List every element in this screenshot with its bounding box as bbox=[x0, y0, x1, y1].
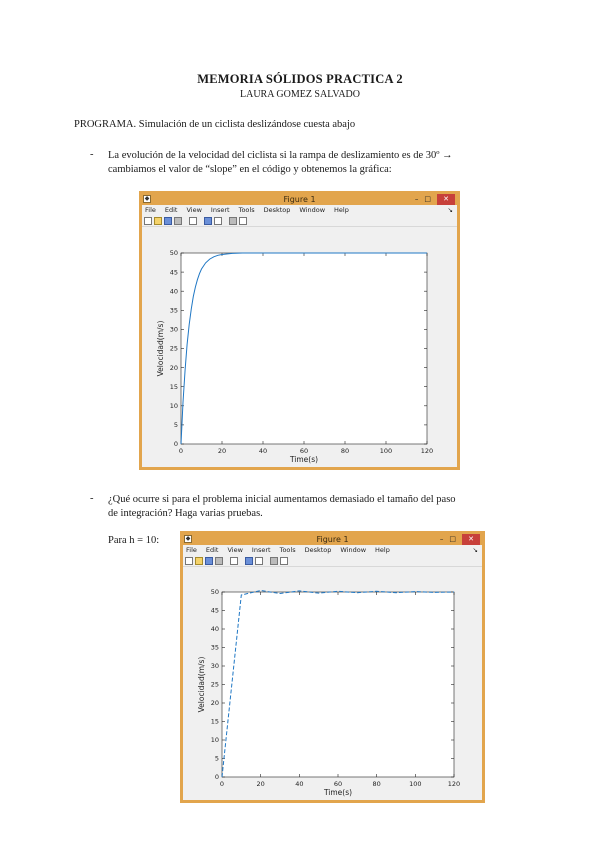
minimize-icon[interactable]: – bbox=[414, 195, 419, 203]
bullet-text-1 bbox=[108, 149, 548, 177]
menu-help[interactable]: Help bbox=[375, 546, 390, 554]
chart-1 bbox=[142, 194, 457, 467]
menu-edit[interactable]: Edit bbox=[205, 546, 219, 554]
y-tick-label: 35 bbox=[169, 306, 178, 315]
chart-2 bbox=[183, 534, 482, 800]
maximize-icon[interactable]: □ bbox=[424, 195, 431, 203]
x-tick-label: 60 bbox=[299, 447, 309, 455]
menu-edit[interactable]: Edit bbox=[164, 206, 178, 214]
x-tick-label: 100 bbox=[409, 780, 422, 788]
menu-insert[interactable]: Insert bbox=[210, 206, 230, 214]
y-tick-label: 15 bbox=[169, 382, 178, 391]
menu-file[interactable]: File bbox=[186, 546, 197, 554]
menu-window[interactable]: Window bbox=[299, 206, 326, 214]
figure-2-title: Figure 1 bbox=[316, 535, 349, 544]
document-title: MEMORIA SÓLIDOS PRACTICA 2 bbox=[197, 72, 403, 86]
bullet-marker-2: - bbox=[90, 493, 94, 504]
dock-arrow-icon[interactable]: ↘ bbox=[447, 206, 453, 214]
x-tick-label: 100 bbox=[379, 447, 393, 455]
bullet-text-2 bbox=[108, 493, 548, 521]
menu-tools[interactable]: Tools bbox=[238, 206, 255, 214]
menu-desktop[interactable]: Desktop bbox=[304, 546, 332, 554]
y-tick-label: 25 bbox=[210, 680, 219, 689]
y-tick-label: 20 bbox=[210, 699, 219, 708]
step-size-label: Para h = 10: bbox=[108, 535, 160, 546]
y-tick-label: 50 bbox=[169, 249, 178, 258]
x-tick-label: 20 bbox=[256, 780, 265, 788]
x-tick-label: 120 bbox=[420, 447, 434, 455]
x-axis-label: Time(s) bbox=[323, 788, 353, 797]
document-author: LAURA GOMEZ SALVADO bbox=[239, 89, 360, 100]
close-icon[interactable]: ✕ bbox=[462, 534, 480, 545]
y-tick-label: 25 bbox=[169, 344, 178, 353]
close-icon[interactable]: ✕ bbox=[437, 194, 455, 205]
x-tick-label: 0 bbox=[178, 447, 184, 455]
maximize-icon[interactable]: □ bbox=[449, 535, 456, 543]
figure-window-2 bbox=[180, 531, 485, 803]
menu-window[interactable]: Window bbox=[340, 546, 367, 554]
menu-tools[interactable]: Tools bbox=[279, 546, 296, 554]
x-axis-label: Time(s) bbox=[289, 455, 319, 464]
y-tick-label: 10 bbox=[210, 736, 219, 745]
menu-help[interactable]: Help bbox=[334, 206, 349, 214]
x-tick-label: 80 bbox=[340, 447, 350, 455]
x-tick-label: 40 bbox=[295, 780, 304, 788]
minimize-icon[interactable]: – bbox=[439, 535, 444, 543]
y-tick-label: 20 bbox=[169, 363, 178, 372]
menu-insert[interactable]: Insert bbox=[251, 546, 271, 554]
bullet-1-line-2: cambiamos el valor de “slope” en el código y obtenemos la gráfica: bbox=[108, 164, 392, 175]
x-tick-label: 60 bbox=[333, 780, 343, 788]
y-tick-label: 0 bbox=[214, 773, 219, 782]
dock-arrow-icon[interactable]: ↘ bbox=[472, 546, 478, 554]
menu-desktop[interactable]: Desktop bbox=[263, 206, 291, 214]
y-tick-label: 50 bbox=[210, 588, 219, 597]
bullet-marker-1: - bbox=[90, 149, 94, 160]
y-tick-label: 45 bbox=[169, 268, 178, 277]
x-tick-label: 0 bbox=[219, 780, 225, 788]
figure-icon: ◆ bbox=[144, 195, 150, 202]
plot-area bbox=[181, 253, 427, 444]
x-tick-label: 120 bbox=[447, 780, 461, 788]
figure-1-title: Figure 1 bbox=[283, 195, 316, 204]
y-axis-label: Velocidad(m/s) bbox=[197, 656, 206, 713]
program-heading: PROGRAMA. Simulación de un ciclista deslizándose cuesta abajo bbox=[74, 119, 356, 130]
bullet-1-line-1: La evolución de la velocidad del ciclista si la rampa de deslizamiento es de 30º → bbox=[108, 150, 453, 161]
y-tick-label: 30 bbox=[169, 325, 178, 334]
y-tick-label: 15 bbox=[210, 717, 219, 726]
menu-file[interactable]: File bbox=[145, 206, 156, 214]
y-tick-label: 0 bbox=[173, 440, 178, 449]
y-tick-label: 35 bbox=[210, 643, 219, 652]
menu-view[interactable]: View bbox=[227, 546, 243, 554]
y-tick-label: 40 bbox=[169, 287, 178, 296]
y-tick-label: 5 bbox=[173, 421, 178, 430]
y-tick-label: 45 bbox=[210, 606, 219, 615]
bullet-2-line-1: ¿Qué ocurre si para el problema inicial aumentamos demasiado el tamaño del paso bbox=[108, 494, 456, 505]
y-tick-label: 40 bbox=[210, 625, 219, 634]
figure-window-1 bbox=[139, 191, 460, 470]
bullet-2-line-2: de integración? Haga varias pruebas. bbox=[108, 508, 263, 519]
figure-icon: ◆ bbox=[185, 535, 191, 542]
y-tick-label: 30 bbox=[210, 662, 219, 671]
x-tick-label: 20 bbox=[217, 447, 227, 455]
menu-view[interactable]: View bbox=[186, 206, 202, 214]
y-axis-label: Velocidad(m/s) bbox=[156, 320, 165, 377]
x-tick-label: 80 bbox=[372, 780, 381, 788]
x-tick-label: 40 bbox=[258, 447, 268, 455]
plot-area bbox=[222, 592, 454, 777]
y-tick-label: 10 bbox=[169, 402, 178, 410]
y-tick-label: 5 bbox=[214, 754, 219, 763]
